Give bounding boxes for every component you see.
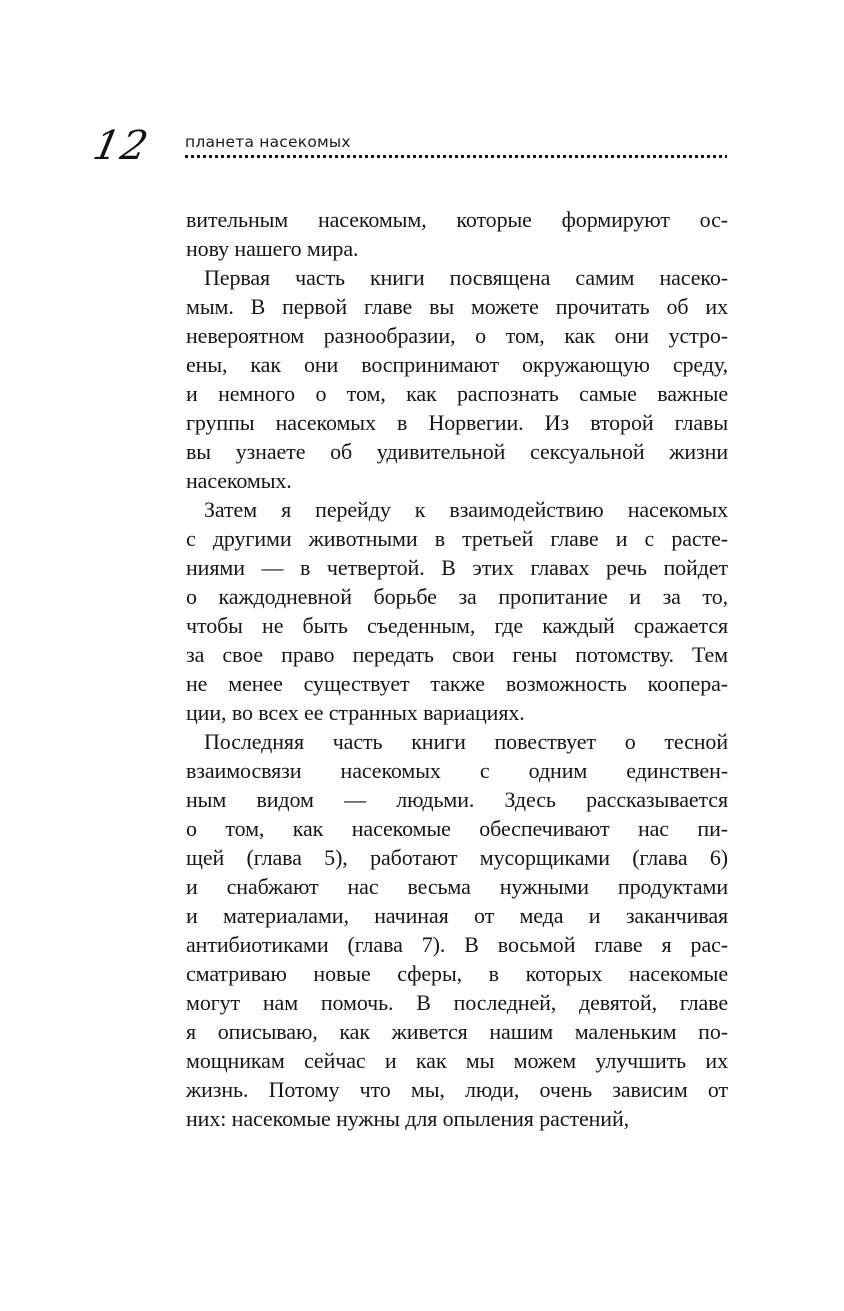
- text-line: взаимосвязи насекомых с одним единствен-: [186, 758, 728, 783]
- text-line: я описываю, как живется нашим маленьким по-: [186, 1019, 728, 1044]
- text-line: с другими животными в третьей главе и с расте-: [186, 526, 728, 551]
- paragraph: [186, 495, 728, 727]
- text-line: Первая часть книги посвящена самим насеко-: [204, 265, 728, 290]
- text-line: невероятном разнообразии, о том, как они устро-: [186, 323, 728, 348]
- text-line: мым. В первой главе вы можете прочитать об их: [186, 294, 728, 319]
- text-line: и материалами, начиная от меда и заканчивая: [186, 903, 728, 928]
- text-line: Затем я перейду к взаимодействию насекомых: [204, 497, 728, 522]
- text-line: ции, во всех ее странных вариациях.: [186, 700, 525, 725]
- text-line: могут нам помочь. В последней, девятой, главе: [186, 990, 728, 1015]
- page-number: 12: [89, 123, 154, 169]
- paragraph: [186, 263, 728, 495]
- text-line: за свое право передать свои гены потомству. Тем: [186, 642, 728, 667]
- text-line: мощникам сейчас и как мы можем улучшить их: [186, 1048, 728, 1073]
- running-header: планета насекомых: [185, 133, 351, 151]
- text-line: ниями — в четвертой. В этих главах речь пойдет: [186, 555, 728, 580]
- text-line: насекомых.: [186, 468, 292, 493]
- paragraph: [186, 727, 728, 1133]
- text-line: не менее существует также возможность коопера-: [186, 671, 728, 696]
- text-line: нову нашего мира.: [186, 236, 359, 261]
- dotted-divider: [185, 155, 727, 158]
- text-line: чтобы не быть съеденным, где каждый сражается: [186, 613, 728, 638]
- text-line: ены, как они воспринимают окружающую среду,: [186, 352, 728, 377]
- body-text: [186, 205, 728, 1133]
- text-line: группы насекомых в Норвегии. Из второй главы: [186, 410, 728, 435]
- text-line: вы узнаете об удивительной сексуальной жизни: [186, 439, 728, 464]
- text-line: антибиотиками (глава 7). В восьмой главе я рас-: [186, 932, 728, 957]
- paragraph: [186, 205, 728, 263]
- text-line: щей (глава 5), работают мусорщиками (глава 6): [186, 845, 728, 870]
- text-line: ным видом — людьми. Здесь рассказывается: [186, 787, 728, 812]
- text-line: них: насекомые нужны для опыления растений,: [186, 1106, 630, 1131]
- text-line: и немного о том, как распознать самые важные: [186, 381, 728, 406]
- text-line: жизнь. Потому что мы, люди, очень зависим от: [186, 1077, 728, 1102]
- text-line: вительным насекомым, которые формируют ос-: [186, 207, 728, 232]
- text-line: Последняя часть книги повествует о тесной: [204, 729, 728, 754]
- text-line: и снабжают нас весьма нужными продуктами: [186, 874, 728, 899]
- text-line: сматриваю новые сферы, в которых насекомые: [186, 961, 728, 986]
- text-line: о том, как насекомые обеспечивают нас пи-: [186, 816, 728, 841]
- text-line: о каждодневной борьбе за пропитание и за то,: [186, 584, 728, 609]
